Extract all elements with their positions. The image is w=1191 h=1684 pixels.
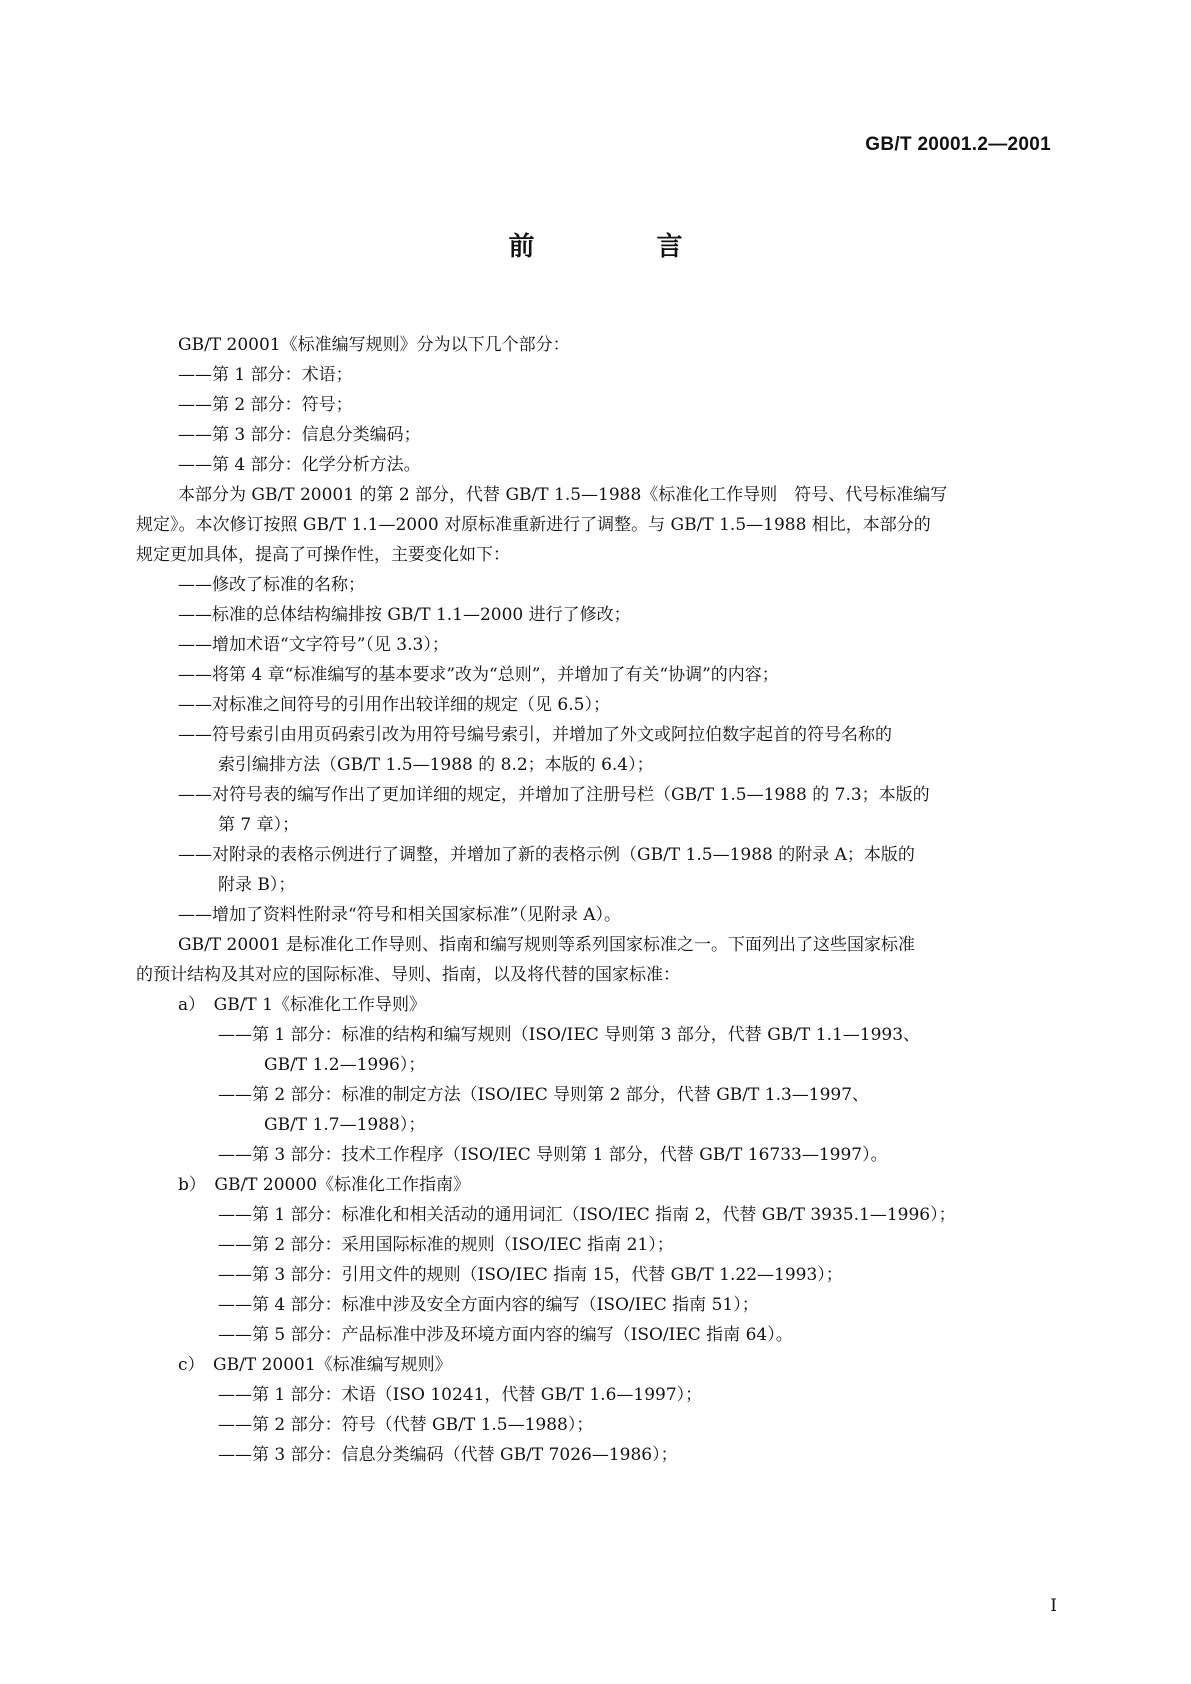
page-title: 前 言: [508, 232, 731, 262]
change-list-item: ——增加术语“文字符号”（见 3.3）；: [178, 635, 449, 655]
change-list-item: ——增加了资料性附录“符号和相关国家标准”（见附录 A）。: [178, 905, 622, 925]
series-sub-item: ——第 3 部分：技术工作程序（ISO/IEC 导则第 1 部分，代替 GB/T 16733—1997）。: [218, 1145, 888, 1165]
change-list-item: ——标准的总体结构编排按 GB/T 1.1—2000 进行了修改；: [178, 605, 631, 625]
series-sub-item: ——第 3 部分：信息分类编码（代替 GB/T 7026—1986）；: [218, 1445, 678, 1465]
replacement-paragraph-line: 规定》。本次修订按照 GB/T 1.1—2000 对原标准重新进行了调整。与 GB/T 1.5—1988 相比，本部分的: [136, 515, 931, 535]
series-item-a: a） GB/T 1《标准化工作导则》: [178, 995, 426, 1015]
part-list-item: ——第 4 部分：化学分析方法。: [178, 455, 421, 475]
series-sub-item: ——第 1 部分：标准的结构和编写规则（ISO/IEC 导则第 3 部分，代替 GB/T 1.1—1993、: [218, 1025, 921, 1045]
change-list-item: ——修改了标准的名称；: [178, 575, 365, 595]
series-sub-item: ——第 5 部分：产品标准中涉及环境方面内容的编写（ISO/IEC 指南 64）。: [218, 1325, 793, 1345]
change-list-item: ——对标准之间符号的引用作出较详细的规定（见 6.5）；: [178, 695, 610, 715]
series-sub-item: ——第 2 部分：标准的制定方法（ISO/IEC 导则第 2 部分，代替 GB/T 1.3—1997、: [218, 1085, 870, 1105]
replacement-paragraph-line: 规定更加具体，提高了可操作性，主要变化如下：: [136, 545, 510, 565]
series-sub-item: ——第 2 部分：符号（代替 GB/T 1.5—1988）；: [218, 1415, 594, 1435]
change-list-item-continuation: 索引编排方法（GB/T 1.5—1988 的 8.2；本版的 6.4）；: [218, 755, 654, 775]
change-list-item: ——符号索引由用页码索引改为用符号编号索引，并增加了外文或阿拉伯数字起首的符号名称的: [178, 725, 892, 745]
part-list-item: ——第 1 部分：术语；: [178, 365, 353, 385]
series-sub-item: ——第 1 部分：术语（ISO 10241，代替 GB/T 1.6—1997）；: [218, 1385, 703, 1405]
series-sub-item: ——第 4 部分：标准中涉及安全方面内容的编写（ISO/IEC 指南 51）；: [218, 1295, 759, 1315]
page-number: I: [1050, 1596, 1057, 1616]
part-list-item: ——第 3 部分：信息分类编码；: [178, 425, 421, 445]
series-sub-item: ——第 1 部分：标准化和相关活动的通用词汇（ISO/IEC 指南 2，代替 GB/T 3935.1—1996）；: [218, 1205, 956, 1225]
series-paragraph-line: GB/T 20001 是标准化工作导则、指南和编写规则等系列国家标准之一。下面列出了这些国家标准: [178, 935, 916, 955]
change-list-item: ——对附录的表格示例进行了调整，并增加了新的表格示例（GB/T 1.5—1988 的附录 A；本版的: [178, 845, 915, 865]
series-sub-item: ——第 2 部分：采用国际标准的规则（ISO/IEC 指南 21）；: [218, 1235, 674, 1255]
document-body: [136, 330, 1052, 1470]
change-list-item: ——对符号表的编写作出了更加详细的规定，并增加了注册号栏（GB/T 1.5—1988 的 7.3；本版的: [178, 785, 930, 805]
part-list-item: ——第 2 部分：符号；: [178, 395, 353, 415]
series-sub-item: ——第 3 部分：引用文件的规则（ISO/IEC 指南 15，代替 GB/T 1.22—1993）；: [218, 1265, 843, 1285]
series-paragraph-line: 的预计结构及其对应的国际标准、导则、指南，以及将代替的国家标准：: [136, 965, 680, 985]
replacement-paragraph-line: 本部分为 GB/T 20001 的第 2 部分，代替 GB/T 1.5—1988《标准化工作导则 符号、代号标准编写: [178, 485, 948, 505]
series-sub-item-continuation: GB/T 1.2—1996）；: [264, 1055, 426, 1075]
series-item-b: b） GB/T 20000《标准化工作指南》: [178, 1175, 471, 1195]
intro-paragraph: GB/T 20001《标准编写规则》分为以下几个部分：: [178, 335, 570, 355]
change-list-item-continuation: 第 7 章）；: [218, 815, 300, 835]
series-item-c: c） GB/T 20001《标准编写规则》: [178, 1355, 452, 1375]
standard-code-header: GB/T 20001.2—2001: [865, 134, 1051, 155]
change-list-item: ——将第 4 章“标准编写的基本要求”改为“总则”，并增加了有关“协调”的内容；: [178, 665, 779, 685]
series-sub-item-continuation: GB/T 1.7—1988）；: [264, 1115, 426, 1135]
change-list-item-continuation: 附录 B）；: [218, 875, 296, 895]
